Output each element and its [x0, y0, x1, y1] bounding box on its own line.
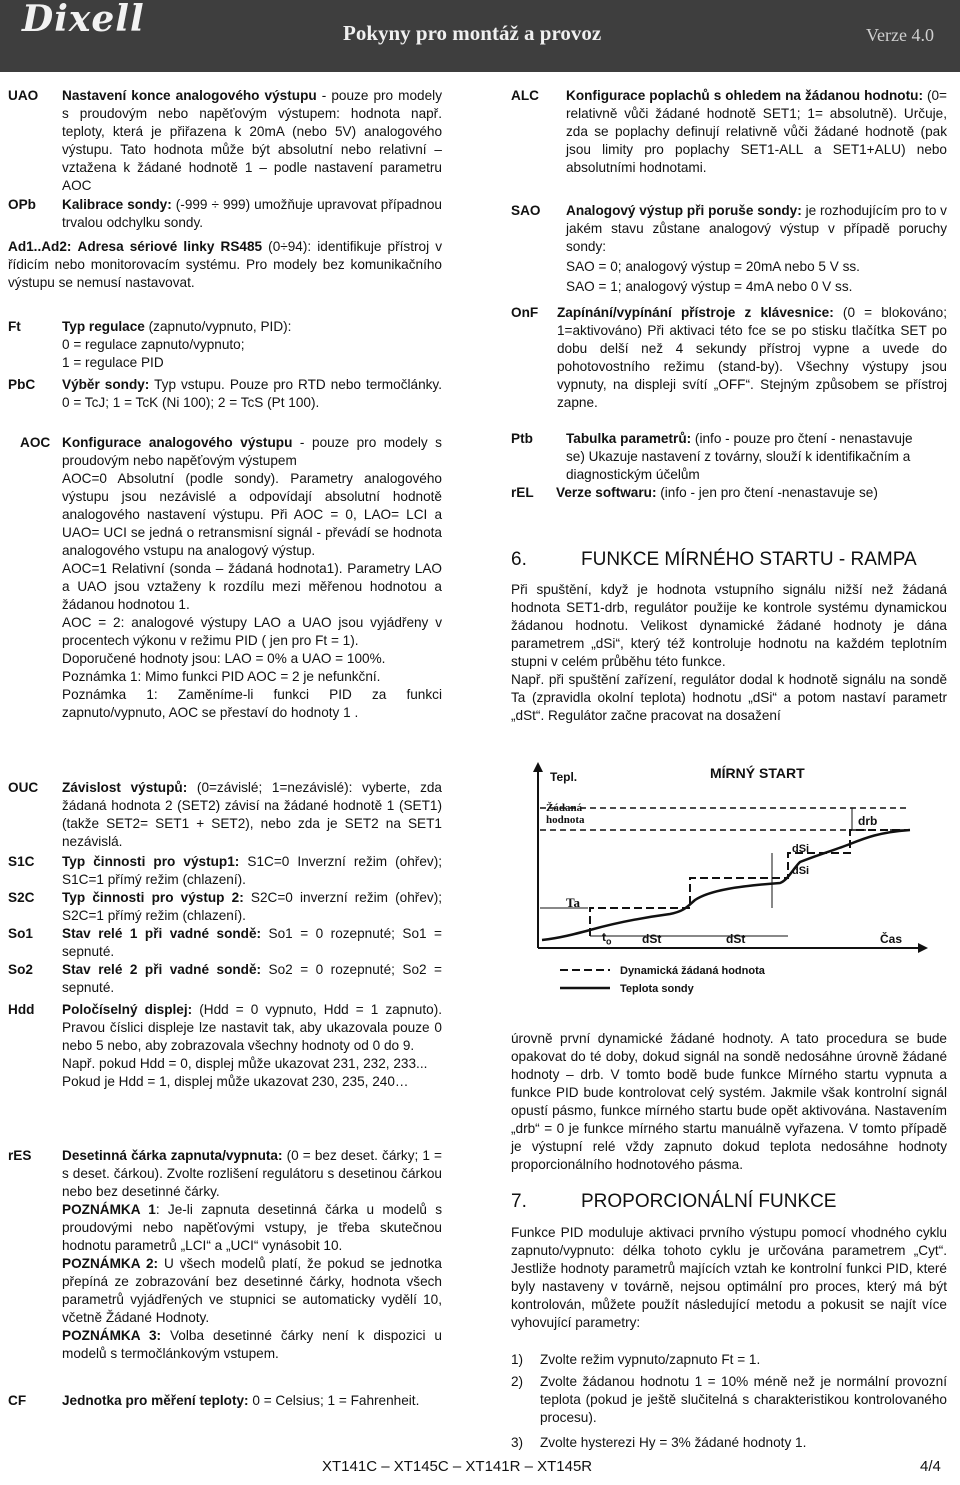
param-text: (0 = bez deset. čárky; 1 = s deset. čárkou). Zvolte rozlišení regulátoru s desetinou čárkou nebo bez desetinné čárky.	[62, 1148, 442, 1199]
legend-probe-label: Teplota sondy	[620, 983, 694, 995]
param-code: PbC	[8, 377, 36, 392]
param-paragraph: Poznámka 1: Mimo funkci PID AOC = 2 je nefunkční.	[62, 669, 381, 684]
param-description	[566, 202, 947, 296]
footer-models: XT141C – XT145C – XT141R – XT145R	[322, 1458, 593, 1475]
diagram-setpoint-label: Žádaná hodnota	[546, 802, 585, 826]
param-text: (-999 ÷ 999) umožňuje upravovat případnou trvalou odchylku sondy.	[62, 197, 442, 230]
param-paragraph: Doporučené hodnoty jsou: LAO = 0% a UAO = 100%.	[62, 651, 386, 666]
diagram-drb-label: drb	[858, 814, 878, 828]
page-footer	[0, 1452, 960, 1482]
diagram-y-label: Tepl.	[550, 770, 578, 784]
param-label: Jednotka pro měření teploty:	[62, 1393, 249, 1408]
param-code: Ad1..Ad2:	[8, 239, 72, 254]
param-label: Výběr sondy:	[62, 377, 150, 392]
param-paragraph: Např. pokud Hdd = 0, displej může ukazovat 231, 232, 233...	[62, 1056, 428, 1071]
param-code: Ft	[8, 319, 21, 334]
diagram-ta-label: Ta	[566, 895, 580, 910]
param-text: - pouze pro modely s proudovým nebo napěťovým výstupem: hodnota např. teploty, která je přiřazena k 20mA (nebo 5V) analogového výstupu. Tato hodnota může být absolutní nebo relativní – vztažena k žádané hodnotě 1 – podle nastavení parametru AOC	[62, 88, 442, 193]
param-description	[556, 484, 947, 502]
param-label: Typ činnosti pro výstup 2:	[62, 890, 244, 905]
param-description	[62, 376, 442, 412]
section-7-number: 7.	[511, 1191, 527, 1212]
param-description	[62, 1147, 442, 1363]
param-option: 0 = regulace zapnuto/vypnuto;	[62, 337, 245, 352]
param-text: (zapnuto/vypnuto, PID):	[144, 319, 292, 334]
probe-temperature-line	[542, 830, 910, 940]
param-code: So2	[8, 962, 33, 977]
param-label: Zapínání/vypínání přístroje z klávesnice:	[557, 305, 834, 320]
param-option: SAO = 0; analogový výstup = 20mA nebo 5 V ss.	[566, 259, 860, 274]
diagram-dsi2-label: dSi	[792, 865, 810, 877]
param-code: AOC	[20, 435, 51, 450]
param-paragraph: Pokud je Hdd = 1, displej může ukazovat 230, 235, 240…	[62, 1074, 409, 1089]
diagram-dst1-label: dSt	[642, 932, 662, 946]
param-description	[62, 1001, 442, 1091]
param-text: je rozhodujícím pro to v jakém stavu zůstane analogový výstup v případě poruchy sondy:	[566, 203, 947, 254]
param-text: So2 = 0 rozepnuté; So2 = sepnuté.	[62, 962, 442, 995]
param-text: (0= relativně vůči žádané hodnotě SET1; 1= absolutně). Určuje, zda se poplachy definují relativně vůči žádané hodnotě (pak jsou limity pro poplachy SET1-ALL a SET1+ALU) nebo absolutními hodnotami.	[566, 88, 947, 175]
document-version: Verze 4.0	[866, 25, 934, 45]
param-label: Stav relé 1 při vadné sondě:	[62, 926, 262, 941]
page-number: 4/4	[920, 1458, 941, 1475]
list-number: 3)	[511, 1435, 524, 1450]
param-text: - pouze pro modely s proudovým nebo napěťovým výstupem	[62, 435, 442, 468]
note-label: POZNÁMKA 3:	[62, 1328, 162, 1343]
note-label: POZNÁMKA 1	[62, 1202, 156, 1217]
param-label: Nastavení konce analogového výstupu	[62, 88, 317, 103]
paragraph: Např. při spuštění zařízení, regulátor dodal k hodnotě signálu na sondě Ta (zpravidla okolní teplota) hodnotu „dSi“ a potom nastaví parametr „dSt“. Regulátor začne pracovat na dosažení	[511, 672, 947, 723]
param-code: OUC	[8, 780, 39, 795]
note-label: POZNÁMKA 2:	[62, 1256, 159, 1271]
param-code: Hdd	[8, 1002, 35, 1017]
param-code: rES	[8, 1148, 32, 1163]
t0-main: t	[602, 930, 606, 944]
list-number: 1)	[511, 1352, 524, 1367]
list-text: Zvolte žádanou hodnotu 1 = 10% méně než je normální provozní teplota (pokud je ještě slučitelná s charakteristikou kontrolovaného procesu).	[540, 1374, 947, 1425]
param-option: SAO = 1; analogový výstup = 4mA nebo 0 V ss.	[566, 279, 853, 294]
param-paragraph: AOC = 2: analogové výstupy LAO a UAO jsou vyjádřeny v procentech výkonu v režimu PID ( jen pro Ft = 1).	[62, 615, 442, 648]
note-text: : Je-li zapnuta desetinná čárka u modelů s proudovými nebo napěťovými vstupy, je třeba skutečnou hodnotu parametrů „LCI“ a „UCI“ vynásobit 10.	[62, 1202, 442, 1253]
param-code: CF	[8, 1393, 27, 1408]
param-label: Konfigurace analogového výstupu	[62, 435, 293, 450]
param-text: S2C=0 inverzní režim (ohřev); S2C=1 přímý režim (chlazení).	[62, 890, 442, 923]
note-text: Volba desetinné čárky není k dispozici u modelů s termočlánkovým vstupem.	[62, 1328, 442, 1361]
section-7-title: PROPORCIONÁLNÍ FUNKCE	[581, 1191, 837, 1212]
param-label: Kalibrace sondy:	[62, 197, 172, 212]
param-text: (info - jen pro čtení -nenastavuje se)	[656, 485, 878, 500]
soft-start-diagram	[520, 758, 940, 998]
param-text: (0 = blokováno; 1=aktivováno) Při aktivaci této fce se po stisku tlačítka SET po dobu delší než 4 sekundy přístroj vypne a uvede do pohotovostního režimu (stand-by). Všechny výstupy jsou vypnuty, na displeji svítí „OFF“. Stejným způsobem se přístroj zapne.	[557, 305, 947, 410]
section-6-continued: úrovně první dynamické žádané hodnoty. A tato procedura se bude opakovat do té doby, dokud signál na sondě nedosáhne úrovně žádané hodnoty – drb. V tomto bodě bude funkce Mírného startu vypnuta a funkce PID bude kontrolovat celý systém. Jakmile však kontrolní signál opustí pásmo, funkce mírného startu bude opět aktivována. Nastavením „drb“ = 0 je funkce mírného startu manuálně vyřazena. V tomto případě je výstupní relé vždy zapnuto dokud teplota nedosáhne hodnoty proporcionálního hodnotového pásma.	[511, 1031, 947, 1172]
list-text: Zvolte hysterezi Hy = 3% žádané hodnoty 1.	[540, 1435, 807, 1450]
document-title: Pokyny pro montáž a provoz	[343, 21, 602, 45]
param-label: Adresa sériové linky RS485	[77, 239, 263, 254]
param-option: 1 = regulace PID	[62, 355, 164, 370]
param-text: Typ vstupu. Pouze pro RTD nebo termočlánky. 0 = TcJ; 1 = TcK (Ni 100); 2 = TcS (Pt 100).	[62, 377, 442, 410]
section-6-paragraph	[511, 581, 947, 725]
param-code: Ptb	[511, 431, 533, 446]
param-description	[62, 779, 442, 851]
param-description	[62, 889, 442, 925]
param-code: SAO	[511, 203, 541, 218]
param-text: (Hdd = 0 vypnuto, Hdd = 1 zapnuto). Pravou číslici displeje lze nastavit tak, aby ukazovala pouze 0 nebo 5 nebo, aby zobrazovala všechny hodnoty od 0 do 9.	[62, 1002, 442, 1053]
param-description	[62, 87, 442, 195]
diagram-x-label: Čas	[880, 932, 903, 946]
param-code: OPb	[8, 197, 36, 212]
param-label: Stav relé 2 při vadné sondě:	[62, 962, 262, 977]
list-text: Zvolte režim vypnuto/zapnuto Ft = 1.	[540, 1352, 761, 1367]
param-paragraph: AOC=1 Relativní (sonda – žádaná hodnota1). Parametry LAO a UAO jsou vztaženy k rozdílu mezi měřenou hodnotou a žádanou hodnotou 1.	[62, 561, 442, 612]
param-description	[62, 1392, 442, 1410]
param-code: ALC	[511, 88, 539, 103]
param-code: rEL	[511, 485, 534, 500]
diagram-dst2-label: dSt	[726, 932, 746, 946]
param-description	[557, 304, 947, 412]
section-6-title: FUNKCE MÍRNÉHO STARTU - RAMPA	[581, 549, 917, 570]
param-text: 0 = Celsius; 1 = Fahrenheit.	[248, 1393, 420, 1408]
param-label: Poločíselný displej:	[62, 1002, 193, 1017]
x-axis-arrow-icon	[918, 943, 928, 953]
param-label: Závislost výstupů:	[62, 780, 188, 795]
page-header	[0, 0, 960, 72]
param-code: OnF	[511, 305, 539, 320]
list-number: 2)	[511, 1374, 524, 1389]
param-label: Verze softwaru:	[556, 485, 657, 500]
param-description	[62, 853, 442, 889]
section-6-number: 6.	[511, 549, 527, 570]
param-code: UAO	[8, 88, 39, 103]
param-description	[62, 961, 442, 997]
param-label: Typ regulace	[62, 319, 145, 334]
param-paragraph: AOC=0 Absolutní (podle sondy). Parametry analogového výstupu jsou nezávislé a odpovídají absolutní hodnotě analogového nastavení výstupu. Při AOC = 0, LAO= LCI a UAO= UCI se jedná o retransmisní signál - převádí se hodnota analogového vstupu na analogový výstup.	[62, 471, 442, 558]
note-text: U všech modelů platí, že pokud se jednotka přepíná ze zobrazování bez desetinné čárky, hodnota všech parametrů vyjádřených ve stupnici se automaticky vydělí 10, včetně Žádané Hodnoty.	[62, 1256, 442, 1325]
param-description	[62, 318, 442, 372]
list-item	[511, 1351, 947, 1371]
param-description	[62, 196, 442, 232]
param-code: S2C	[8, 890, 35, 905]
y-axis-arrow-icon	[533, 762, 543, 772]
param-label: Analogový výstup při poruše sondy:	[566, 203, 802, 218]
param-code: So1	[8, 926, 33, 941]
param-label: Typ činnosti pro výstup1:	[62, 854, 240, 869]
diagram-t0-label	[602, 928, 612, 950]
param-text: (0=závislé; 1=nezávislé): vyberte, zda žádaná hodnota 2 (SET2) závisí na žádané hodnotě 1 (SET1) (takže SET2= SET1 + SET2), nebo zda je SET2 na SET1 nezávislá.	[62, 780, 442, 849]
param-description	[566, 430, 926, 484]
brand-logo: Dixell	[22, 0, 145, 40]
paragraph: Při spuštění, když je hodnota vstupního signálu nižší než žádaná hodnota SET1-drb, regulátor použije ke kontrole systému dynamickou žádanou hodnotu. Velikost dynamické žádané hodnoty je dána parametrem „dSi“, který též kontroluje hodnotu na každém teplotním stupni v celém průběhu této funkce.	[511, 582, 947, 669]
param-description	[8, 238, 442, 292]
param-paragraph: Poznámka 1: Zaměníme-li funkci PID za funkci zapnuto/vypnuto, AOC se přestaví do hodnoty 1 .	[62, 687, 442, 720]
section-7-paragraph: Funkce PID moduluje aktivaci prvního výstupu pomocí vhodného cyklu zapnuto/vypnuto: délka tohoto cyklu je určována parametrem „Cyt“. Jestliže hodnoty parametrů majících vztah ke kontrolní funkci PID, které byly nastaveny v továrně, nejsou optimální pro proces, který má být kontrolován, můžete použít následující metodu a pokusit se najít více vyhovující parametry:	[511, 1225, 947, 1330]
param-text: S1C=0 Inverzní režim (ohřev); S1C=1 přímý režim (chlazení).	[62, 854, 442, 887]
t0-sub: o	[606, 936, 612, 947]
param-description	[62, 925, 442, 961]
param-code: S1C	[8, 854, 35, 869]
param-description	[62, 434, 442, 722]
param-label: Tabulka parametrů:	[566, 431, 692, 446]
legend-dynamic-label: Dynamická žádaná hodnota	[620, 965, 765, 977]
param-text: (info - pouze pro čtení - nenastavuje se) Ukazuje nastavení z továrny, slouží k identifikačním a diagnostickým účelům	[566, 431, 913, 482]
diagram-title: MÍRNÝ START	[710, 765, 805, 781]
param-label: Desetinná čárka zapnuta/vypnuta:	[62, 1148, 283, 1163]
param-text: (0÷94): identifikuje přístroj v řídicím nebo monitorovacím systému. Pro modely bez komunikačního výstupu se nemusí nastavovat.	[8, 239, 442, 290]
param-text: So1 = 0 rozepnuté; So1 = sepnuté.	[62, 926, 442, 959]
param-label: Konfigurace poplachů s ohledem na žádanou hodnotu:	[566, 88, 923, 103]
diagram-dsi1-label: dSi	[792, 843, 810, 855]
param-description	[566, 87, 947, 177]
list-item	[511, 1373, 947, 1427]
list-item	[511, 1434, 947, 1454]
